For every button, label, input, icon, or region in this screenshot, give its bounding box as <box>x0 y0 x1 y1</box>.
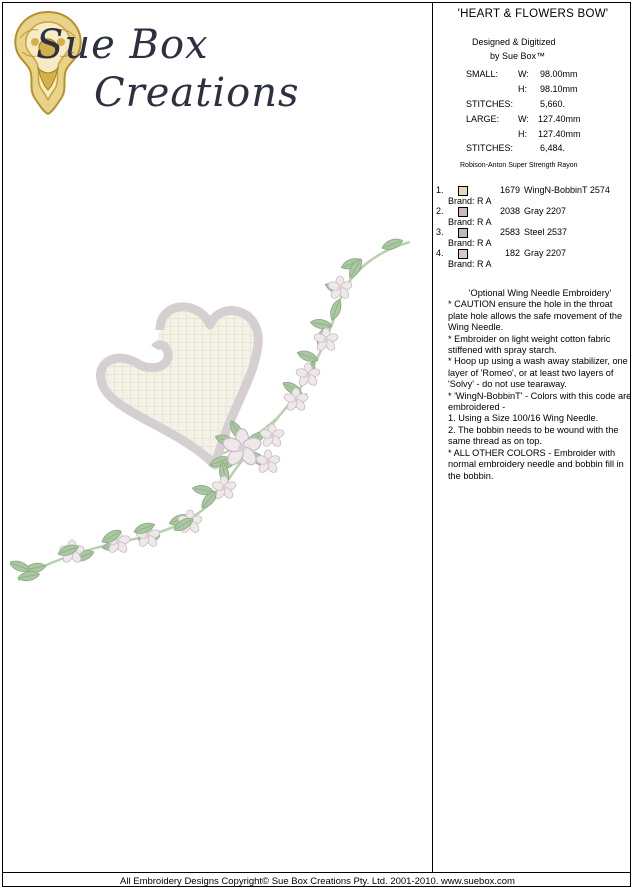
color-number: 4. <box>436 248 444 258</box>
note-line: * Embroider on light weight cotton fabric stiffened with spray starch. <box>448 333 611 356</box>
brand-logo <box>8 8 300 120</box>
large-height-label: H: <box>518 129 527 139</box>
footer-divider <box>2 872 631 873</box>
large-size-label: LARGE: <box>466 114 500 124</box>
small-stitches-value: 5,660. <box>540 99 566 109</box>
color-number: 1. <box>436 185 444 195</box>
color-brand: Brand: R A <box>448 238 492 248</box>
note-line: 2. The bobbin needs to be wound with the same thread as on top. <box>448 424 619 447</box>
small-height-label: H: <box>518 84 527 94</box>
color-name: WingN-BobbinT 2574 <box>524 185 610 195</box>
design-title: 'HEART & FLOWERS BOW' <box>457 8 609 20</box>
color-code: 182 <box>504 248 520 258</box>
color-code: 2583 <box>499 227 520 237</box>
note-line: * CAUTION ensure the hole in the throat plate hole allows the safe movement of the Wing Needle. <box>448 299 623 333</box>
embroidery-design-preview <box>10 230 420 635</box>
notes-heading: 'Optional Wing Needle Embroidery' <box>468 288 612 298</box>
small-height-value: 98.10mm <box>540 84 578 94</box>
embroidery-notes <box>448 288 632 482</box>
note-line: 1. Using a Size 100/16 Wing Needle. <box>448 413 599 424</box>
designed-by-label: Designed & Digitized <box>472 37 556 47</box>
color-brand: Brand: R A <box>448 259 492 269</box>
color-code: 1679 <box>499 185 520 195</box>
note-line: * 'WingN-BobbinT' - Colors with this code are embroidered - <box>448 390 632 413</box>
small-width-value: 98.00mm <box>540 69 578 79</box>
large-width-value: 127.40mm <box>538 114 581 124</box>
color-name: Gray 2207 <box>524 248 567 258</box>
color-number: 2. <box>436 206 444 216</box>
copyright-footer: All Embroidery Designs Copyright© Sue Box Creations Pty. Ltd. 2001-2010. www.suebox.com <box>120 876 515 887</box>
thread-brand-label: Robison-Anton Super Strength Rayon <box>460 162 578 169</box>
small-stitches-label: STITCHES: <box>466 99 514 109</box>
note-line: * ALL OTHER COLORS - Embroider with normal embroidery needle and bobbin fill in the bobbin. <box>448 447 624 481</box>
color-name: Gray 2207 <box>524 206 567 216</box>
color-brand: Brand: R A <box>448 196 492 206</box>
brand-name-line1: Sue Box <box>36 22 209 68</box>
large-stitches-label: STITCHES: <box>466 143 514 153</box>
large-width-label: W: <box>518 114 529 124</box>
color-code: 2038 <box>499 206 520 216</box>
small-size-label: SMALL: <box>466 69 499 79</box>
color-brand: Brand: R A <box>448 217 492 227</box>
color-number: 3. <box>436 227 444 237</box>
column-divider <box>432 2 433 872</box>
color-name: Steel 2537 <box>524 227 568 237</box>
small-width-label: W: <box>518 69 529 79</box>
note-line: * Hoop up using a wash away stabilizer, one layer of 'Romeo', or at least two layers of 'Solvy' - do not use tearaway. <box>448 356 628 390</box>
designer-byline: by Sue Box™ <box>490 51 546 61</box>
large-stitches-value: 6,484. <box>540 143 566 153</box>
large-height-value: 127.40mm <box>538 129 581 139</box>
brand-name-line2: Creations <box>94 70 300 116</box>
